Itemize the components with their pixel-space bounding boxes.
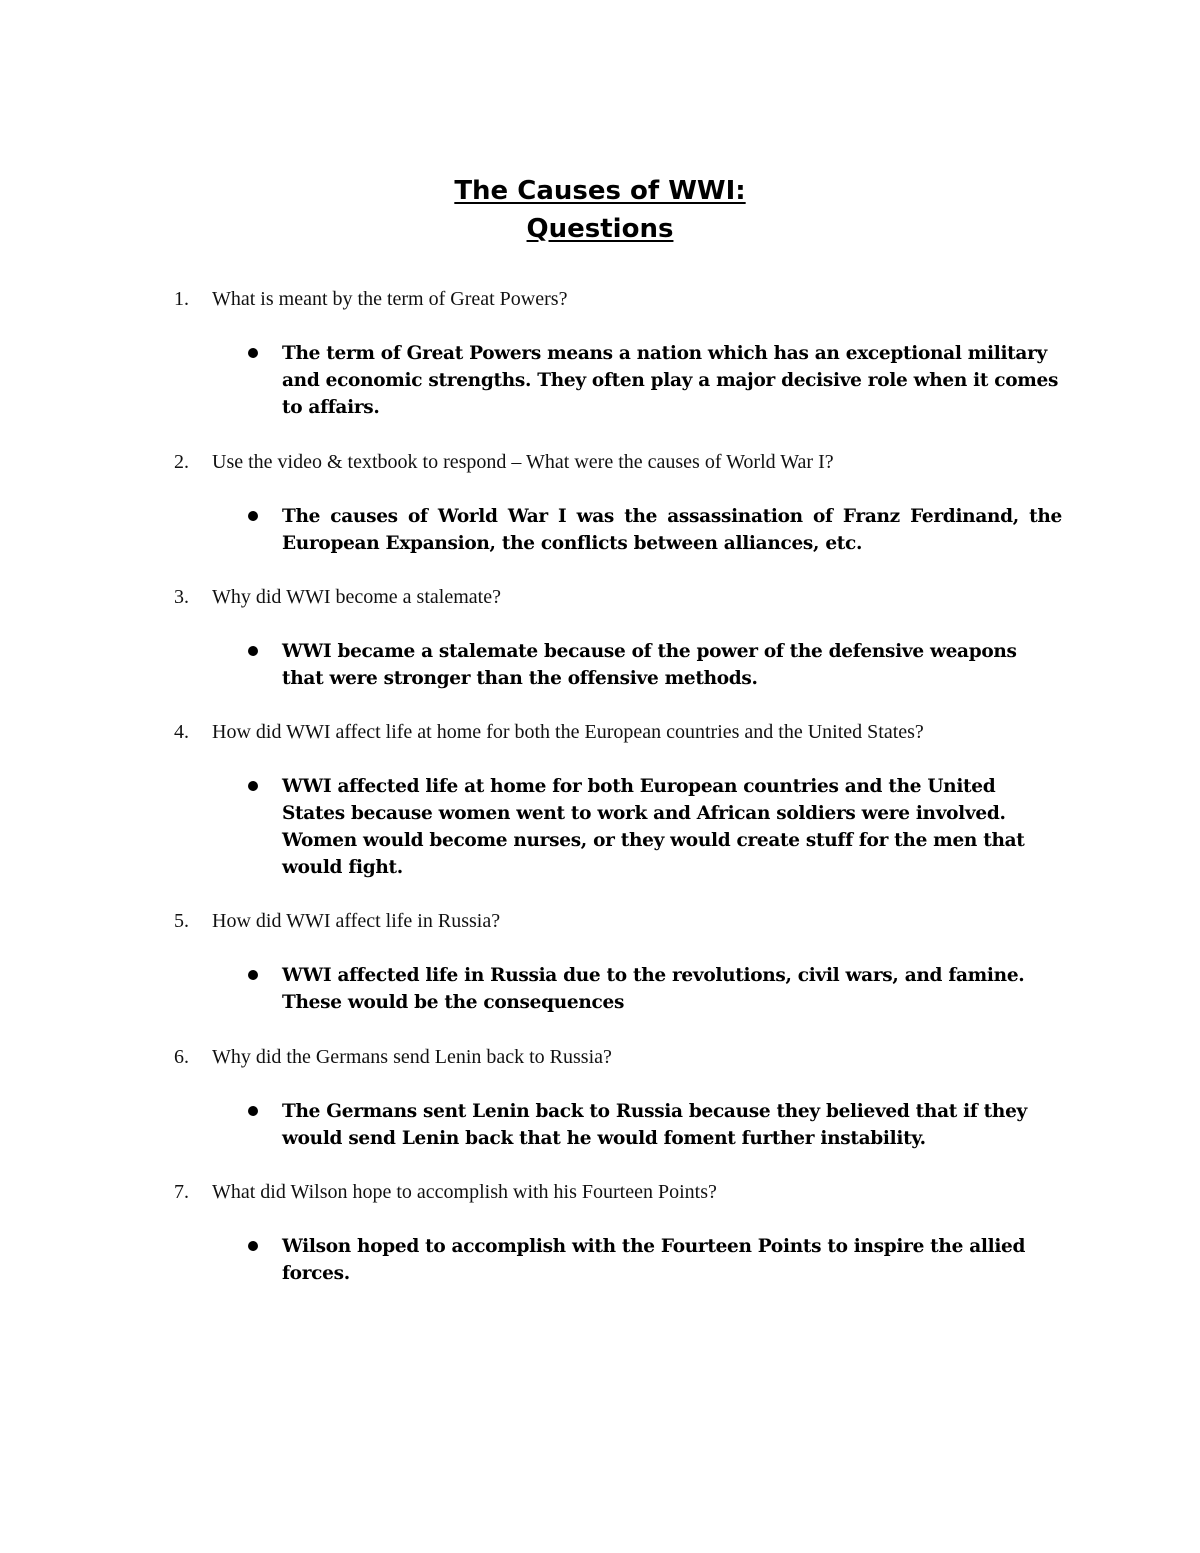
question-6 — [174, 1044, 1074, 1071]
question-text: Use the video & textbook to respond – What were the causes of World War I? — [212, 451, 834, 473]
title-line-2: Questions — [526, 214, 674, 244]
question-3 — [174, 584, 1074, 611]
answer-7: Wilson hoped to accomplish with the Fourteen Points to inspire the allied forces. — [282, 1236, 1026, 1284]
question-number: 2. — [174, 451, 189, 473]
question-number: 3. — [174, 586, 189, 608]
answer-5: WWI affected life in Russia due to the revolutions, civil wars, and famine. These would be the consequences — [282, 965, 1025, 1013]
question-number: 4. — [174, 721, 189, 743]
question-4 — [174, 719, 1074, 746]
answer-3: WWI became a stalemate because of the power of the defensive weapons that were stronger than the offensive methods. — [282, 641, 1017, 689]
question-7 — [174, 1179, 1074, 1206]
question-text: Why did the Germans send Lenin back to Russia? — [212, 1046, 612, 1068]
question-number: 1. — [174, 288, 189, 310]
question-text: How did WWI affect life at home for both the European countries and the United States? — [212, 721, 924, 743]
answer-4: WWI affected life at home for both European countries and the United States because women went to work and African soldiers were involved. Women would become nurses, or they would create stuff for the men that would fight. — [282, 776, 1025, 878]
question-text: How did WWI affect life in Russia? — [212, 910, 501, 932]
question-text: What is meant by the term of Great Powers? — [212, 288, 568, 310]
title-line-1: The Causes of WWI: — [454, 176, 746, 206]
bullet-icon — [248, 348, 258, 358]
bullet-icon — [248, 1106, 258, 1116]
question-number: 7. — [174, 1181, 189, 1203]
bullet-icon — [248, 970, 258, 980]
bullet-icon — [248, 1241, 258, 1251]
page-title — [0, 172, 1200, 248]
answer-2: The causes of World War I was the assassination of Franz Ferdinand, the European Expansion, the conflicts between alliances, etc. — [282, 506, 1062, 554]
bullet-icon — [248, 781, 258, 791]
answer-1: The term of Great Powers means a nation which has an exceptional military and economic strengths. They often play a major decisive role when it comes to affairs. — [282, 343, 1059, 418]
question-1 — [174, 286, 1074, 313]
answer-6: The Germans sent Lenin back to Russia because they believed that if they would send Lenin back that he would foment further instability. — [282, 1101, 1027, 1149]
question-number: 6. — [174, 1046, 189, 1068]
question-2 — [174, 449, 1074, 476]
bullet-icon — [248, 646, 258, 656]
question-text: Why did WWI become a stalemate? — [212, 586, 501, 608]
question-text: What did Wilson hope to accomplish with his Fourteen Points? — [212, 1181, 717, 1203]
question-number: 5. — [174, 910, 189, 932]
bullet-icon — [248, 511, 258, 521]
question-5 — [174, 908, 1074, 935]
